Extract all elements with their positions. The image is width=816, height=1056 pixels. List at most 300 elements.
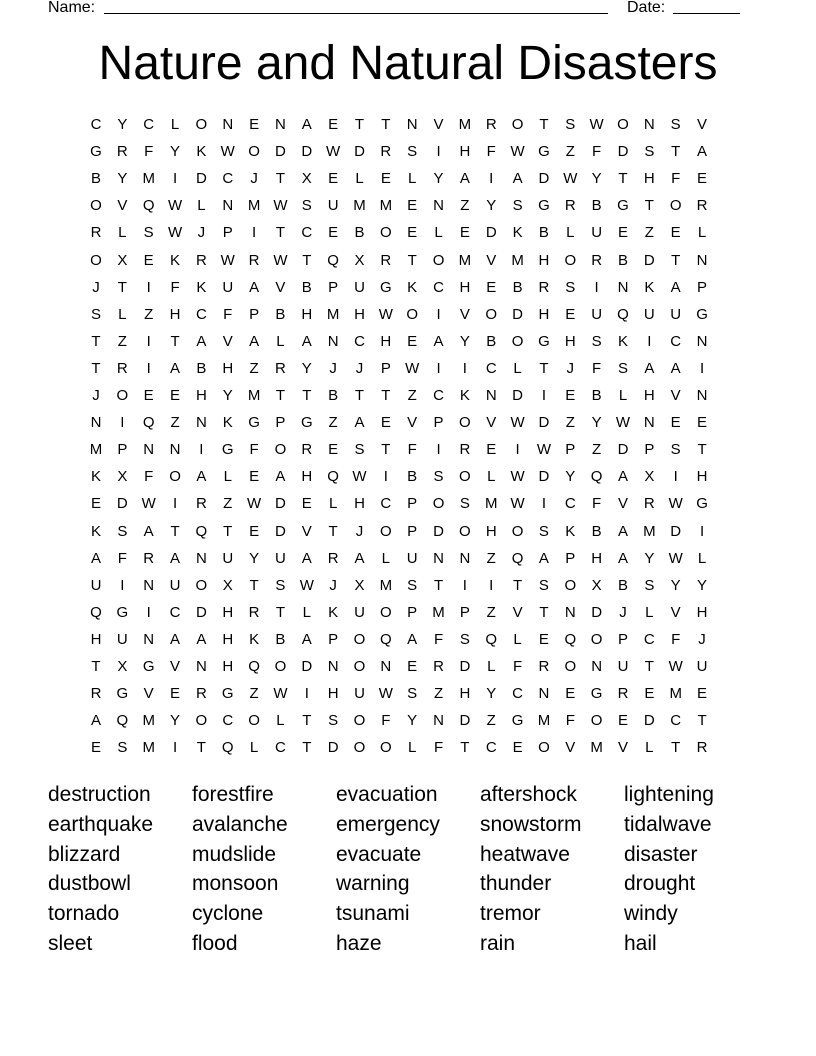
grid-letter: I — [436, 143, 441, 161]
grid-letter: T — [539, 603, 549, 621]
grid-letter: V — [143, 685, 154, 703]
grid-row — [83, 222, 739, 249]
grid-letter: H — [301, 305, 313, 323]
grid-letter: X — [117, 468, 128, 486]
grid-letter: N — [195, 414, 207, 432]
grid-letter: S — [117, 522, 128, 540]
grid-letter: N — [696, 332, 708, 350]
grid-letter: B — [486, 332, 497, 350]
word-item: drought — [624, 872, 696, 896]
grid-letter: O — [248, 143, 260, 161]
grid-letter: P — [433, 414, 444, 432]
grid-letter: T — [275, 603, 286, 621]
grid-letter: O — [90, 197, 102, 215]
word-item: emergency — [336, 812, 440, 836]
grid-letter: R — [696, 197, 708, 215]
grid-letter: R — [248, 603, 260, 621]
grid-letter: R — [275, 359, 286, 377]
grid-letter: R — [696, 739, 708, 757]
grid-letter: H — [354, 305, 365, 323]
grid-letter: O — [432, 495, 445, 513]
word-item: evacuate — [336, 842, 422, 866]
grid-letter: O — [195, 576, 208, 594]
grid-letter: D — [538, 414, 550, 432]
grid-row — [83, 548, 739, 575]
grid-letter: T — [91, 359, 101, 377]
grid-letter: T — [91, 658, 101, 675]
grid-letter: J — [197, 224, 206, 242]
grid-letter: N — [564, 603, 576, 621]
grid-letter: I — [436, 305, 441, 323]
grid-letter: W — [299, 576, 314, 594]
grid-letter: N — [222, 116, 234, 133]
grid-letter: Q — [195, 522, 208, 540]
grid-letter: K — [222, 414, 233, 432]
grid-letter: Y — [591, 414, 602, 432]
grid-letter: Q — [380, 630, 392, 648]
grid-letter: M — [326, 305, 340, 323]
word-item: windy — [624, 902, 678, 926]
grid-letter: H — [459, 143, 471, 161]
grid-letter: H — [327, 685, 339, 703]
grid-letter: Z — [565, 414, 575, 432]
grid-letter: C — [564, 495, 576, 513]
grid-letter: M — [89, 441, 103, 459]
grid-letter: K — [459, 387, 470, 404]
grid-letter: D — [617, 441, 629, 459]
grid-letter: R — [327, 549, 339, 567]
grid-letter: N — [459, 549, 471, 567]
grid-letter: M — [142, 739, 155, 757]
grid-letter: F — [407, 441, 417, 459]
grid-letter: W — [510, 495, 525, 513]
grid-letter: O — [590, 712, 603, 730]
grid-letter: U — [354, 278, 365, 296]
grid-letter: N — [643, 414, 655, 432]
grid-letter: A — [670, 278, 681, 296]
grid-letter: P — [407, 522, 418, 540]
grid-letter: G — [538, 143, 550, 161]
grid-letter: P — [565, 549, 576, 567]
grid-letter: R — [433, 658, 444, 675]
grid-letter: S — [143, 224, 154, 242]
grid-letter: T — [275, 170, 286, 188]
grid-letter: L — [328, 495, 338, 513]
grid-letter: Y — [591, 170, 602, 188]
grid-letter: H — [564, 332, 576, 350]
grid-letter: E — [512, 739, 523, 757]
grid-letter: W — [273, 251, 288, 269]
grid-letter: G — [116, 685, 129, 703]
grid-letter: C — [380, 495, 392, 513]
grid-letter: M — [485, 495, 498, 513]
grid-letter: V — [670, 603, 681, 621]
grid-letter: D — [275, 143, 286, 161]
grid-letter: E — [328, 441, 339, 459]
grid-letter: O — [564, 576, 577, 594]
grid-letter: S — [565, 116, 576, 133]
grid-letter: G — [511, 712, 524, 730]
grid-letter: K — [196, 143, 207, 161]
grid-letter: H — [90, 630, 102, 648]
grid-letter: Q — [564, 630, 577, 648]
grid-letter: B — [591, 522, 602, 540]
grid-letter: L — [487, 658, 496, 675]
grid-letter: Y — [170, 143, 181, 161]
grid-letter: A — [617, 549, 628, 567]
grid-letter: V — [512, 603, 523, 621]
grid-letter: D — [459, 712, 471, 730]
grid-letter: N — [143, 441, 155, 459]
grid-letter: C — [222, 712, 234, 730]
grid-letter: E — [301, 495, 312, 513]
grid-letter: I — [462, 576, 467, 594]
grid-letter: E — [565, 387, 576, 404]
grid-letter: M — [458, 251, 472, 269]
grid-letter: V — [275, 278, 286, 296]
grid-letter: A — [301, 630, 312, 648]
grid-letter: U — [591, 305, 603, 323]
grid-letter: T — [671, 739, 681, 757]
word-item: forestfire — [192, 783, 274, 806]
grid-letter: T — [302, 712, 312, 730]
grid-letter: M — [247, 197, 261, 215]
grid-row — [83, 493, 739, 520]
grid-letter: Z — [249, 359, 259, 377]
grid-letter: Y — [486, 197, 497, 215]
grid-letter: U — [406, 549, 418, 567]
grid-letter: A — [697, 143, 708, 161]
grid-letter: A — [354, 549, 365, 567]
grid-row — [83, 737, 739, 764]
grid-letter: Y — [670, 576, 681, 594]
grid-letter: D — [485, 224, 497, 242]
grid-letter: T — [302, 739, 312, 757]
grid-letter: G — [142, 658, 155, 675]
grid-letter: J — [355, 522, 364, 540]
grid-letter: H — [591, 549, 603, 567]
grid-letter: Q — [327, 468, 339, 486]
grid-letter: S — [328, 712, 339, 730]
grid-letter: D — [275, 522, 286, 540]
header — [48, 0, 740, 20]
grid-letter: D — [512, 387, 524, 404]
grid-letter: E — [407, 224, 418, 242]
word-item: tsunami — [336, 902, 410, 926]
grid-letter: U — [670, 305, 682, 323]
grid-letter: O — [116, 387, 129, 404]
grid-letter: R — [116, 143, 128, 161]
grid-letter: A — [196, 468, 207, 486]
grid-letter: S — [670, 116, 681, 133]
grid-letter: I — [462, 359, 467, 377]
grid-letter: I — [172, 739, 178, 757]
grid-letter: C — [512, 685, 524, 703]
grid-letter: L — [487, 468, 496, 486]
grid-letter: I — [699, 359, 705, 377]
name-field[interactable] — [104, 13, 608, 14]
grid-letter: K — [512, 224, 523, 242]
grid-letter: L — [513, 359, 522, 377]
grid-letter: L — [434, 224, 443, 242]
grid-letter: J — [329, 576, 337, 594]
grid-letter: A — [170, 359, 181, 377]
grid-letter: T — [618, 170, 628, 188]
grid-letter: T — [275, 224, 286, 242]
grid-row — [83, 358, 739, 385]
grid-letter: G — [617, 197, 629, 215]
grid-letter: E — [617, 712, 628, 730]
grid-letter: I — [304, 685, 309, 703]
grid-letter: I — [541, 495, 547, 513]
grid-letter: T — [644, 197, 654, 215]
grid-letter: K — [617, 332, 628, 350]
grid-letter: O — [380, 522, 392, 540]
grid-letter: T — [223, 522, 233, 540]
grid-letter: R — [643, 495, 655, 513]
grid-letter: J — [355, 359, 364, 377]
grid-letter: N — [275, 116, 286, 133]
grid-letter: S — [354, 441, 365, 459]
word-item: aftershock — [480, 783, 577, 806]
grid-letter: E — [644, 685, 655, 703]
grid-letter: E — [670, 224, 681, 242]
grid-letter: W — [273, 197, 288, 215]
grid-letter: A — [407, 630, 418, 648]
grid-letter: I — [120, 414, 125, 432]
grid-letter: V — [433, 116, 444, 133]
word-item: hail — [624, 931, 657, 955]
grid-letter: O — [195, 712, 208, 730]
grid-letter: Y — [407, 712, 418, 730]
grid-letter: G — [538, 332, 550, 350]
grid-letter: A — [512, 170, 523, 188]
grid-letter: L — [381, 549, 391, 567]
grid-letter: T — [460, 739, 470, 757]
grid-letter: A — [275, 468, 286, 486]
grid-letter: K — [249, 630, 260, 648]
grid-letter: U — [354, 603, 365, 621]
grid-letter: A — [143, 522, 154, 540]
grid-letter: W — [589, 116, 604, 133]
grid-letter: H — [380, 332, 392, 350]
grid-letter: H — [696, 603, 708, 621]
grid-letter: R — [90, 224, 102, 242]
grid-letter: A — [301, 549, 312, 567]
grid-letter: Q — [485, 630, 498, 648]
grid-letter: T — [407, 251, 417, 269]
grid-letter: Z — [486, 603, 496, 621]
grid-letter: A — [538, 549, 549, 567]
grid-letter: C — [485, 739, 497, 757]
grid-letter: H — [222, 603, 234, 621]
grid-letter: Q — [327, 251, 339, 269]
grid-letter: F — [513, 658, 523, 675]
grid-letter: E — [90, 495, 101, 513]
grid-letter: E — [249, 116, 260, 133]
grid-letter: Z — [407, 387, 417, 404]
grid-letter: K — [90, 522, 101, 540]
grid-letter: S — [301, 197, 312, 215]
grid-letter: N — [696, 387, 708, 404]
grid-letter: C — [354, 332, 365, 350]
grid-letter: V — [486, 414, 497, 432]
grid-letter: R — [380, 143, 392, 161]
grid-letter: H — [301, 468, 313, 486]
grid-letter: S — [670, 441, 681, 459]
grid-letter: C — [670, 332, 682, 350]
grid-letter: U — [169, 576, 181, 594]
grid-letter: Q — [142, 197, 155, 215]
word-item: blizzard — [48, 842, 121, 866]
grid-letter: A — [249, 332, 260, 350]
grid-letter: W — [668, 549, 683, 567]
grid-row — [83, 439, 739, 466]
grid-letter: S — [459, 630, 470, 648]
grid-letter: W — [273, 685, 288, 703]
grid-letter: B — [538, 224, 549, 242]
grid-letter: U — [222, 549, 234, 567]
grid-letter: N — [195, 549, 207, 567]
grid-letter: I — [172, 495, 178, 513]
grid-letter: E — [486, 441, 497, 459]
grid-letter: C — [195, 305, 207, 323]
grid-letter: O — [90, 251, 102, 269]
grid-letter: O — [617, 116, 629, 133]
grid-letter: N — [222, 197, 234, 215]
grid-row — [83, 710, 739, 737]
grid-letter: C — [143, 116, 155, 133]
grid-letter: S — [565, 278, 576, 296]
grid-letter: T — [433, 576, 444, 594]
grid-letter: E — [380, 414, 391, 432]
grid-letter: E — [143, 251, 154, 269]
grid-letter: I — [673, 468, 678, 486]
grid-letter: O — [459, 414, 471, 432]
grid-letter: G — [590, 685, 603, 703]
grid-letter: E — [170, 685, 181, 703]
grid-letter: T — [513, 576, 523, 594]
grid-letter: N — [169, 441, 181, 459]
grid-letter: W — [326, 143, 341, 161]
grid-letter: D — [512, 305, 524, 323]
grid-letter: T — [170, 332, 180, 350]
grid-letter: P — [275, 414, 286, 432]
grid-letter: B — [275, 630, 286, 648]
grid-letter: E — [143, 387, 154, 404]
grid-letter: L — [618, 387, 628, 404]
grid-letter: B — [275, 305, 286, 323]
grid-letter: X — [117, 658, 128, 675]
grid-letter: N — [143, 630, 155, 648]
word-column — [48, 780, 192, 959]
word-column — [336, 780, 480, 959]
grid-letter: F — [249, 441, 259, 459]
grid-row — [83, 629, 739, 656]
date-field[interactable] — [673, 13, 740, 14]
grid-letter: N — [591, 658, 603, 675]
grid-letter: I — [489, 576, 494, 594]
grid-letter: A — [670, 359, 681, 377]
grid-letter: F — [671, 170, 681, 188]
word-item: tremor — [480, 902, 541, 926]
grid-letter: X — [354, 576, 365, 594]
grid-letter: B — [617, 251, 628, 269]
grid-letter: V — [222, 332, 233, 350]
grid-letter: J — [619, 603, 627, 621]
grid-letter: E — [170, 387, 181, 404]
grid-letter: T — [381, 387, 391, 404]
grid-letter: F — [170, 278, 180, 296]
grid-letter: O — [380, 224, 392, 242]
grid-letter: V — [697, 116, 708, 133]
grid-letter: H — [459, 685, 471, 703]
grid-letter: O — [459, 468, 471, 486]
grid-letter: S — [591, 332, 602, 350]
grid-letter: R — [248, 251, 260, 269]
grid-letter: U — [591, 224, 603, 242]
grid-letter: I — [146, 603, 151, 621]
grid-letter: E — [697, 685, 708, 703]
grid-letter: B — [512, 278, 523, 296]
grid-letter: H — [643, 387, 655, 404]
grid-letter: P — [328, 278, 339, 296]
grid-letter: Z — [170, 414, 180, 432]
grid-row — [83, 466, 739, 493]
grid-row — [83, 575, 739, 602]
grid-letter: U — [327, 197, 339, 215]
grid-letter: Z — [249, 685, 259, 703]
grid-letter: H — [222, 630, 234, 648]
grid-letter: G — [380, 278, 392, 296]
grid-letter: J — [566, 359, 575, 377]
grid-letter: P — [617, 630, 628, 648]
date-label: Date: — [627, 0, 666, 16]
grid-letter: F — [671, 630, 681, 648]
grid-letter: O — [511, 522, 524, 540]
grid-letter: S — [512, 197, 523, 215]
grid-letter: Z — [486, 549, 496, 567]
grid-letter: V — [617, 739, 628, 757]
grid-letter: D — [275, 495, 286, 513]
grid-letter: O — [353, 739, 366, 757]
grid-letter: O — [353, 658, 366, 675]
grid-letter: R — [195, 495, 207, 513]
grid-letter: D — [591, 603, 603, 621]
grid-letter: D — [643, 251, 655, 269]
grid-letter: W — [220, 143, 235, 161]
grid-letter: K — [90, 468, 101, 486]
grid-letter: I — [541, 387, 547, 404]
grid-letter: R — [195, 685, 207, 703]
grid-letter: I — [436, 359, 441, 377]
grid-letter: D — [195, 170, 207, 188]
grid-letter: P — [380, 359, 391, 377]
grid-letter: U — [617, 658, 629, 675]
grid-letter: A — [90, 712, 101, 730]
grid-letter: W — [167, 197, 183, 215]
grid-letter: L — [697, 224, 707, 242]
grid-letter: N — [406, 116, 418, 133]
grid-letter: T — [302, 251, 312, 269]
grid-row — [83, 656, 739, 683]
grid-letter: E — [328, 224, 339, 242]
grid-letter: P — [644, 441, 655, 459]
grid-letter: L — [697, 549, 707, 567]
grid-row — [83, 114, 739, 141]
grid-letter: P — [222, 224, 233, 242]
grid-letter: X — [301, 170, 312, 188]
